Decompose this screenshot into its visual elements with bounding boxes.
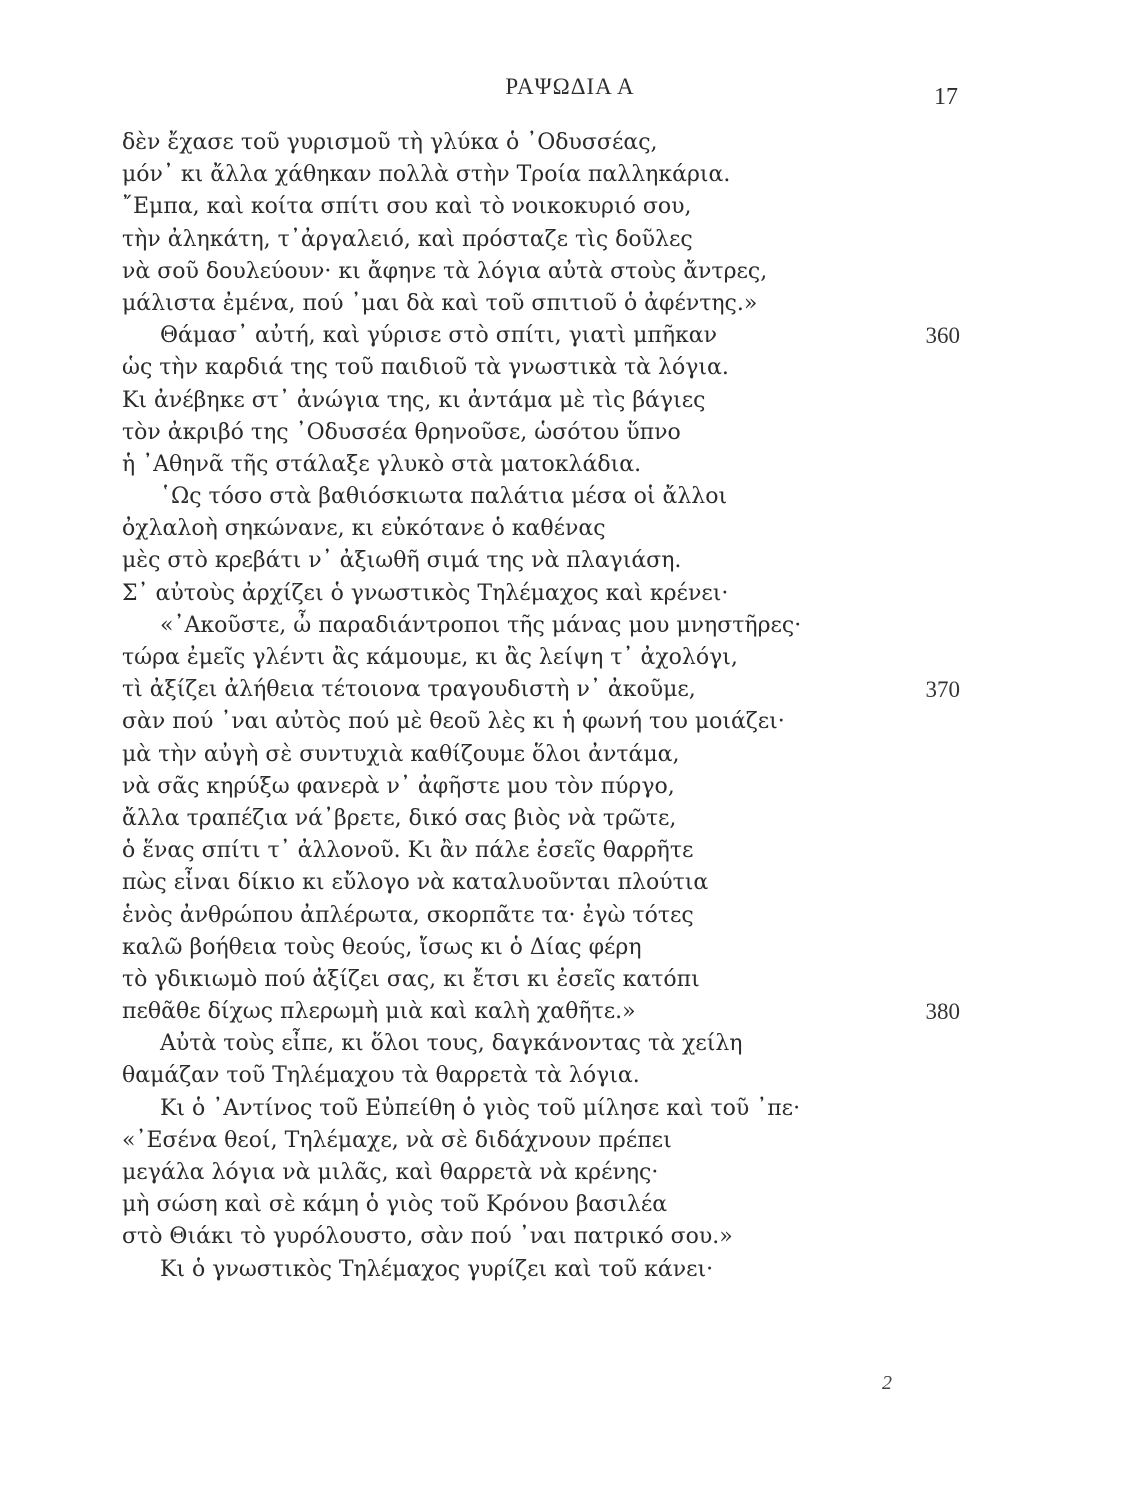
verse-line [0, 1125, 1140, 1157]
verse-line [0, 1254, 1140, 1286]
verse-line-text: καλῶ βοήθεια τοὺς θεούς, ἴσως κι ὁ Δίας φέρη [122, 934, 642, 960]
verse-line-text: Κι ὁ ᾽Αντίνος τοῦ Εὐπείθη ὁ γιὸς τοῦ μίλησε καὶ τοῦ ᾽πε· [160, 1095, 801, 1121]
verse-line [0, 1060, 1140, 1092]
verse-line-text: μεγάλα λόγια νὰ μιλᾶς, καὶ θαρρετὰ νὰ κρένης· [122, 1160, 659, 1185]
line-number: 360 [925, 323, 960, 349]
verse-line-text: νὰ σᾶς κηρύξω φανερὰ ν᾽ ἀφῆστε μου τὸν πύργο, [122, 773, 675, 799]
verse-line-text: τώρα ἐμεῖς γλέντι ἂς κάμουμε, κι ἂς λείψη τ᾽ ἀχολόγι, [122, 645, 738, 670]
verse-line [0, 642, 1140, 674]
verse-line [0, 610, 1140, 642]
verse-line-text: ἄλλα τραπέζια νά᾽βρετε, δικό σας βιὸς νὰ τρῶτε, [122, 805, 677, 831]
verse-line-text: θαμάζαν τοῦ Τηλέμαχου τὰ θαρρετὰ τὰ λόγια. [122, 1063, 640, 1089]
verse-line [0, 932, 1140, 964]
verse-line [0, 191, 1140, 223]
verse-line-text: στὸ Θιάκι τὸ γυρόλουστο, σὰν πού ᾽ναι πατρικό σου.» [122, 1224, 733, 1250]
verse-line-text: μόν᾽ κι ἄλλα χάθηκαν πολλὰ στὴν Τροία παλληκάρια. [122, 162, 731, 188]
printer-signature-mark: 2 [882, 1372, 892, 1394]
verse-line [0, 867, 1140, 899]
poem-text-block [0, 127, 1140, 1286]
verse-line-text: «᾽Εσένα θεοί, Τηλέμαχε, νὰ σὲ διδάχνουν πρέπει [122, 1127, 672, 1153]
verse-line [0, 288, 1140, 320]
verse-line [0, 771, 1140, 803]
verse-line [0, 352, 1140, 384]
verse-line [0, 674, 1140, 706]
verse-line [0, 739, 1140, 771]
verse-line [0, 449, 1140, 481]
verse-line [0, 996, 1140, 1028]
verse-line [0, 320, 1140, 352]
verse-line [0, 256, 1140, 288]
verse-line-text: δὲν ἔχασε τοῦ γυρισμοῦ τὴ γλύκα ὁ ᾽Οδυσσέας, [122, 130, 658, 155]
verse-line [0, 417, 1140, 449]
verse-line-text: μὲς στὸ κρεβάτι ν᾽ ἀξιωθῆ σιμά της νὰ πλαγιάση. [122, 548, 682, 574]
verse-line-text: Θάμασ᾽ αὐτή, καὶ γύρισε στὸ σπίτι, γιατὶ μπῆκαν [160, 323, 717, 349]
verse-line-text: μὴ σώση καὶ σὲ κάμη ὁ γιὸς τοῦ Κρόνου βασιλέα [122, 1192, 668, 1218]
verse-line [0, 545, 1140, 577]
verse-line [0, 706, 1140, 738]
verse-line-text: μὰ τὴν αὐγὴ σὲ συντυχιὰ καθίζουμε ὅλοι ἀντάμα, [122, 741, 680, 767]
verse-line-text: τὸν ἀκριβό της ᾽Οδυσσέα θρηνοῦσε, ὡσότου ὕπνο [122, 419, 681, 445]
verse-line-text: Κι ὁ γνωστικὸς Τηλέμαχος γυρίζει καὶ τοῦ κάνει· [160, 1256, 714, 1282]
verse-line [0, 385, 1140, 417]
verse-line-text: τὶ ἀξίζει ἀλήθεια τέτοιονα τραγουδιστὴ ν᾽ ἀκοῦμε, [122, 677, 696, 703]
verse-line-text: ῾Ως τόσο στὰ βαθιόσκιωτα παλάτια μέσα οἱ ἄλλοι [160, 484, 728, 510]
line-number: 380 [925, 999, 960, 1025]
verse-line-text: πὼς εἶναι δίκιο κι εὔλογο νὰ καταλυοῦνται πλούτια [122, 870, 709, 896]
verse-line [0, 1028, 1140, 1060]
verse-line-text: τὴν ἀληκάτη, τ᾽ἀργαλειό, καὶ πρόσταζε τὶς δοῦλες [122, 226, 693, 252]
verse-line-text: ῎Εμπα, καὶ κοίτα σπίτι σου καὶ τὸ νοικοκυριό σου, [122, 194, 692, 220]
verse-line [0, 1221, 1140, 1253]
verse-line [0, 1189, 1140, 1221]
verse-line-text: ἑνὸς ἀνθρώπου ἀπλέρωτα, σκορπᾶτε τα· ἐγὼ τότες [122, 902, 694, 928]
verse-line [0, 900, 1140, 932]
verse-line [0, 964, 1140, 996]
verse-line-text: πεθᾶθε δίχως πλερωμὴ μιὰ καὶ καλὴ χαθῆτε.» [122, 999, 636, 1025]
verse-line-text: νὰ σοῦ δουλεύουν· κι ἄφηνε τὰ λόγια αὐτὰ στοὺς ἄντρες, [122, 258, 768, 284]
verse-line-text: τὸ γδικιωμὸ πού ἀξίζει σας, κι ἔτσι κι ἐσεῖς κατόπι [122, 966, 700, 992]
line-number: 370 [925, 677, 960, 703]
verse-line-text: ἡ ᾽Αθηνᾶ τῆς στάλαξε γλυκὸ στὰ ματοκλάδια. [122, 451, 642, 477]
verse-line [0, 513, 1140, 545]
verse-line [0, 1157, 1140, 1189]
verse-line [0, 578, 1140, 610]
verse-line [0, 835, 1140, 867]
verse-line-text: Αὐτὰ τοὺς εἶπε, κι ὅλοι τους, δαγκάνοντας τὰ χείλη [160, 1031, 743, 1057]
verse-line [0, 224, 1140, 256]
verse-line-text: σὰν πού ᾽ναι αὐτὸς πού μὲ θεοῦ λὲς κι ἡ φωνή του μοιάζει· [122, 709, 785, 735]
verse-line [0, 803, 1140, 835]
verse-line-text: Σ᾽ αὐτοὺς ἀρχίζει ὁ γνωστικὸς Τηλέμαχος καὶ κρένει· [122, 580, 729, 606]
verse-line [0, 159, 1140, 191]
verse-line-text: μάλιστα ἐμένα, πού ᾽μαι δὰ καὶ τοῦ σπιτιοῦ ὁ ἀφέντης.» [122, 290, 758, 316]
page-number: 17 [934, 84, 958, 110]
running-head-title: ΡΑΨΩΔΙΑ Α [505, 74, 635, 99]
verse-line-text: Κι ἀνέβηκε στ᾽ ἀνώγια της, κι ἀντάμα μὲ τὶς βάγιες [122, 387, 706, 413]
verse-line-text: «᾽Ακοῦστε, ὦ παραδιάντροποι τῆς μάνας μου μνηστῆρες· [160, 612, 802, 638]
verse-line [0, 481, 1140, 513]
verse-line [0, 1093, 1140, 1125]
verse-line-text: ὀχλαλοὴ σηκώνανε, κι εὐκότανε ὁ καθένας [122, 516, 606, 542]
verse-line-text: ὡς τὴν καρδιά της τοῦ παιδιοῦ τὰ γνωστικὰ τὰ λόγια. [122, 355, 729, 381]
verse-line-text: ὁ ἕνας σπίτι τ᾽ ἀλλονοῦ. Κι ἂν πάλε ἐσεῖς θαρρῆτε [122, 838, 694, 864]
verse-line [0, 127, 1140, 159]
